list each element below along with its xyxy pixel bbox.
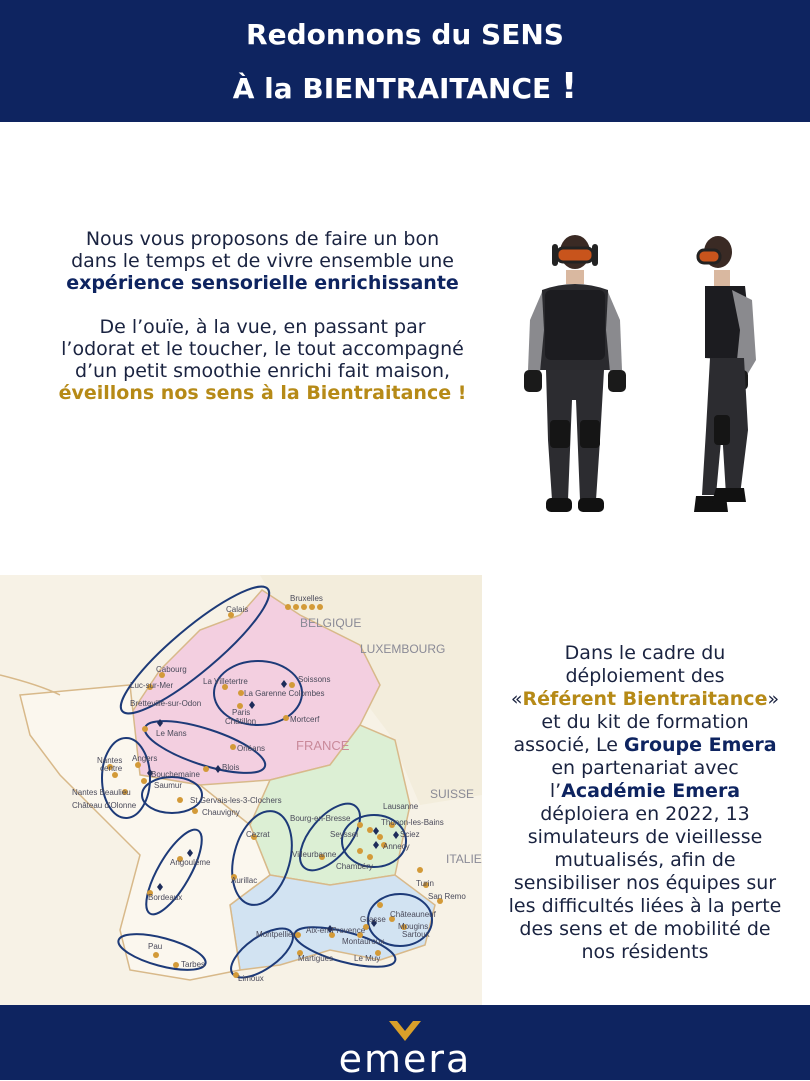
city-label: Luc-sur-Mer <box>130 681 174 690</box>
city-label: Calais <box>226 605 249 614</box>
side-line: sensibiliser nos équipes sur <box>513 872 777 894</box>
page-title-line1: Redonnons du SENS <box>246 18 564 51</box>
side-line: en partenariat avec <box>551 757 739 779</box>
side-figure <box>694 236 756 512</box>
intro-line: l’odorat et le toucher, le tout accompagné <box>61 338 464 360</box>
deployment-text <box>498 642 792 964</box>
footer-banner <box>0 1005 810 1080</box>
city-label: Tarbes <box>181 960 206 969</box>
intro-callout: éveillons nos sens à la Bientraitance ! <box>58 382 467 404</box>
intro-line: De l’ouïe, à la vue, en passant par <box>99 316 426 338</box>
city-label: Bruxelles <box>290 594 323 603</box>
side-line <box>498 780 792 803</box>
title-text: À la BIENTRAITANCE <box>232 72 552 105</box>
city-label: Seyssel <box>330 830 359 839</box>
city-label: St Gervais-les-3-Clochers <box>190 796 282 805</box>
city-label: centre <box>100 764 123 773</box>
city-label: Soissons <box>298 675 331 684</box>
city-label: Nantes Beaulieu <box>72 788 131 797</box>
quote-close: » <box>767 688 780 710</box>
quote-open: « <box>510 688 523 710</box>
side-line <box>498 734 792 757</box>
city-label: La Villetertre <box>203 677 248 686</box>
city-label: Mougins <box>398 922 429 931</box>
aging-simulator-photo <box>500 230 790 530</box>
page-title-line2 <box>0 66 810 107</box>
city-label: Sartoux <box>402 930 430 939</box>
side-line: mutualisés, afin de <box>554 849 736 871</box>
city-label: Le Muy <box>354 954 381 963</box>
city-label: Blois <box>222 763 240 772</box>
city-label: Nantes <box>97 756 123 765</box>
country-label: FRANCE <box>296 738 350 753</box>
city-label: Aurillac <box>231 876 258 885</box>
city-label: Angoulême <box>170 858 211 867</box>
city-label: Limoux <box>238 974 264 983</box>
country-label: SUISSE <box>430 787 475 801</box>
city-label: Lausanne <box>383 802 419 811</box>
side-line: et du kit de formation <box>541 711 749 733</box>
city-label: Bourg-en-Bresse <box>290 814 351 823</box>
city-label: Pau <box>148 942 163 951</box>
city-label: Martigues <box>298 954 334 963</box>
city-label: Bordeaux <box>148 893 183 902</box>
city-label: Chambéry <box>336 862 373 871</box>
city-label: Bretteville-sur-Odon <box>130 699 202 708</box>
side-line: déploiement des <box>565 665 725 687</box>
intro-line: dans le temps et de vivre ensemble une <box>71 250 454 272</box>
city-label: Cabourg <box>156 665 187 674</box>
city-label: Montpellier <box>256 930 296 939</box>
side-line: nos résidents <box>581 941 709 963</box>
city-label: Paris <box>232 708 251 717</box>
city-label: Annecy <box>383 842 410 851</box>
city-label: Orléans <box>237 744 266 753</box>
side-line: des sens et de mobilité de <box>519 918 771 940</box>
city-label: Sciez <box>400 830 420 839</box>
city-label: San Remo <box>428 892 466 901</box>
side-line: déploiera en 2022, 13 <box>540 803 750 825</box>
referent-highlight: Référent Bientraitance <box>522 688 768 710</box>
city-label: Mortcerf <box>290 715 320 724</box>
city-label: Saumur <box>154 781 183 790</box>
intro-text <box>50 228 475 404</box>
side-line <box>498 688 792 711</box>
city-label: Grasse <box>360 915 386 924</box>
city-label: Villeurbanne <box>292 850 337 859</box>
city-label: Thonon-les-Bains <box>381 818 444 827</box>
groupe-highlight: Groupe Emera <box>624 734 777 756</box>
city-label: Châteauneuf <box>390 910 436 919</box>
brand-wordmark: emera <box>338 1037 472 1081</box>
intro-line: Nous vous proposons de faire un bon <box>85 228 440 250</box>
city-label: La Garenne Colombes <box>244 689 325 698</box>
intro-line: d’un petit smoothie enrichi fait maison, <box>74 360 451 382</box>
side-line: Dans le cadre du <box>564 642 726 664</box>
country-label: LUXEMBOURG <box>360 642 446 656</box>
city-label: Le Mans <box>156 729 187 738</box>
side-text: l’ <box>549 780 562 802</box>
city-label: Cezrat <box>246 830 270 839</box>
city-label: Angers <box>132 754 158 763</box>
side-line: simulateurs de vieillesse <box>527 826 763 848</box>
side-text: associé, Le <box>513 734 625 756</box>
academie-highlight: Académie Emera <box>561 780 741 802</box>
city-label: Chauvigny <box>202 808 240 817</box>
france-deployment-map <box>0 575 482 1005</box>
header-banner <box>0 0 810 122</box>
side-line: les difficultés liées à la perte <box>508 895 782 917</box>
city-label: Aix-en-Provence <box>306 926 366 935</box>
intro-highlight: expérience sensorielle enrichissante <box>66 272 459 294</box>
city-label: Bouchemaine <box>151 770 200 779</box>
city-label: Turin <box>416 879 434 888</box>
city-label: Châtillon <box>225 717 257 726</box>
country-label: ITALIE <box>446 852 482 866</box>
title-exclamation: ! <box>560 66 578 107</box>
country-label: BELGIQUE <box>300 616 362 630</box>
city-label: Château d'Olonne <box>72 801 137 810</box>
city-label: Montauroux <box>342 937 385 946</box>
front-figure <box>524 235 626 512</box>
